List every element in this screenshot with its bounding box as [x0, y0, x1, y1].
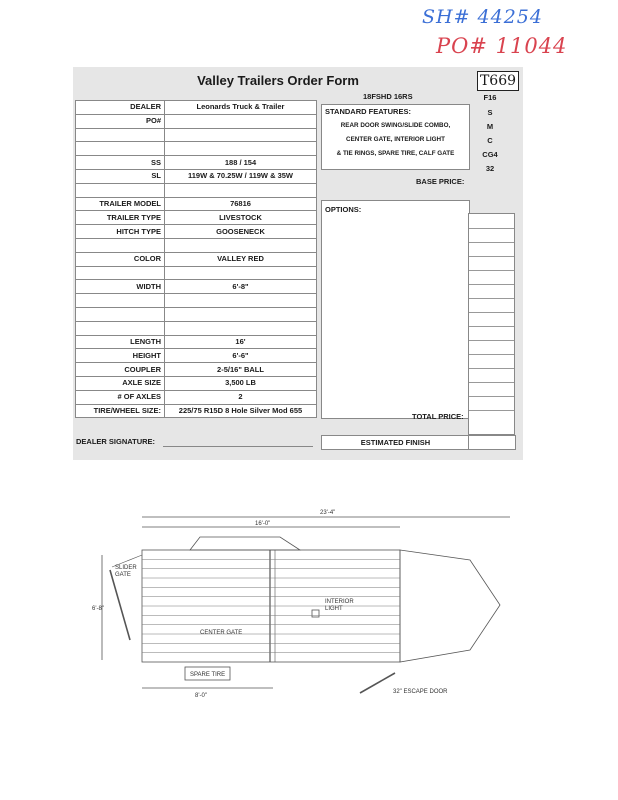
- slider-gate-label: SLIDER: [115, 565, 137, 571]
- standard-features-box: [321, 104, 470, 170]
- row-label: [76, 321, 165, 335]
- row-label: HEIGHT: [76, 349, 165, 363]
- order-row: [76, 142, 317, 156]
- interior-light-label: LIGHT: [325, 606, 343, 612]
- center-gate-label: CENTER GATE: [200, 630, 243, 636]
- row-value: [165, 266, 317, 280]
- order-row: [76, 101, 317, 115]
- row-label: # OF AXLES: [76, 390, 165, 404]
- order-row: [76, 128, 317, 142]
- row-value: 76816: [165, 197, 317, 211]
- feature-code: C: [487, 136, 493, 145]
- row-label: LENGTH: [76, 335, 165, 349]
- row-label: [76, 294, 165, 308]
- height-label: 6'-8": [92, 606, 104, 612]
- interior-light-label: INTERIOR: [325, 599, 354, 605]
- dealer-signature-label: DEALER SIGNATURE:: [76, 437, 156, 446]
- row-value: [165, 183, 317, 197]
- order-row: [76, 376, 317, 390]
- row-label: [76, 128, 165, 142]
- total-price-label: TOTAL PRICE:: [412, 412, 464, 421]
- feature-code: S: [487, 108, 493, 117]
- overall-length-label: 23'-4": [320, 510, 336, 516]
- handwritten-po-number: PO# 11044: [436, 34, 568, 58]
- row-value: [165, 294, 317, 308]
- form-code-box: T669: [477, 71, 519, 91]
- rear-length-label: 8'-0": [195, 693, 207, 699]
- slider-gate-label: GATE: [115, 572, 131, 578]
- row-label: COUPLER: [76, 363, 165, 377]
- row-value: [165, 238, 317, 252]
- row-value: 6'-6": [165, 349, 317, 363]
- estimated-finish-box: [321, 435, 470, 450]
- row-label: [76, 307, 165, 321]
- order-row: [76, 307, 317, 321]
- order-row: [76, 280, 317, 294]
- row-label: AXLE SIZE: [76, 376, 165, 390]
- order-row: [76, 335, 317, 349]
- options-box: [321, 200, 470, 419]
- standard-features-heading: STANDARD FEATURES:: [325, 107, 411, 116]
- row-label: TIRE/WHEEL SIZE:: [76, 404, 165, 418]
- order-row: [76, 169, 317, 183]
- gooseneck-nose: [400, 550, 500, 662]
- option-price-column: [468, 213, 515, 435]
- order-row: [76, 197, 317, 211]
- row-value: GOOSENECK: [165, 225, 317, 239]
- feature-line: REAR DOOR SWING/SLIDE COMBO,: [340, 122, 451, 129]
- handwritten-shipment-number: SH# 44254: [422, 6, 543, 28]
- box-length-label: 16'-0": [255, 521, 271, 527]
- order-row: [76, 321, 317, 335]
- feature-code: F16: [483, 93, 497, 102]
- form-title: Valley Trailers Order Form: [197, 73, 359, 88]
- row-label: TRAILER TYPE: [76, 211, 165, 225]
- order-row: [76, 390, 317, 404]
- order-row: [76, 211, 317, 225]
- row-label: COLOR: [76, 252, 165, 266]
- order-row: [76, 114, 317, 128]
- feature-line: & TIE RINGS, SPARE TIRE, CALF GATE: [336, 150, 455, 157]
- row-value: [165, 307, 317, 321]
- spare-tire-label: SPARE TIRE: [190, 672, 226, 678]
- trailer-floorplan-drawing: [90, 505, 520, 705]
- row-label: [76, 238, 165, 252]
- row-label: [76, 142, 165, 156]
- row-value: [165, 142, 317, 156]
- row-value: 2: [165, 390, 317, 404]
- row-value: 119W & 70.25W / 119W & 35W: [165, 169, 317, 183]
- order-row: [76, 156, 317, 170]
- row-label: HITCH TYPE: [76, 225, 165, 239]
- order-row: [76, 363, 317, 377]
- order-row: [76, 294, 317, 308]
- row-value: [165, 114, 317, 128]
- row-value: 6'-8": [165, 280, 317, 294]
- row-value: VALLEY RED: [165, 252, 317, 266]
- row-value: 3,500 LB: [165, 376, 317, 390]
- row-label: WIDTH: [76, 280, 165, 294]
- row-label: TRAILER MODEL: [76, 197, 165, 211]
- order-row: [76, 252, 317, 266]
- escape-door-line: [360, 673, 395, 693]
- order-row: [76, 266, 317, 280]
- slider-gate-line: [110, 570, 130, 640]
- row-label: PO#: [76, 114, 165, 128]
- row-value: 188 / 154: [165, 156, 317, 170]
- gooseneck-upper: [190, 537, 300, 550]
- row-value: 16': [165, 335, 317, 349]
- row-value: 2-5/16" BALL: [165, 363, 317, 377]
- feature-code: M: [486, 122, 494, 131]
- options-heading: OPTIONS:: [325, 205, 362, 214]
- row-label: [76, 183, 165, 197]
- order-details-table: [75, 100, 317, 418]
- order-row: [76, 404, 317, 418]
- order-form: [73, 67, 523, 460]
- order-row: [76, 225, 317, 239]
- row-value: LIVESTOCK: [165, 211, 317, 225]
- interior-light-icon: [312, 610, 319, 617]
- row-label: SS: [76, 156, 165, 170]
- feature-code: CG4: [482, 150, 498, 159]
- row-value: [165, 321, 317, 335]
- feature-code: 32: [485, 164, 495, 173]
- dealer-signature-line: [163, 446, 313, 447]
- row-value: Leonards Truck & Trailer: [165, 101, 317, 115]
- order-row: [76, 183, 317, 197]
- order-row: [76, 349, 317, 363]
- model-line: 18FSHD 16RS: [363, 92, 413, 101]
- row-value: [165, 128, 317, 142]
- estimated-finish-label: ESTIMATED FINISH: [360, 438, 431, 447]
- estimated-finish-value: [468, 435, 516, 450]
- feature-line: CENTER GATE, INTERIOR LIGHT: [346, 136, 445, 143]
- escape-door-label: 32" ESCAPE DOOR: [393, 689, 448, 695]
- row-label: SL: [76, 169, 165, 183]
- row-value: 225/75 R15D 8 Hole Silver Mod 655: [165, 404, 317, 418]
- row-label: [76, 266, 165, 280]
- order-row: [76, 238, 317, 252]
- base-price-label: BASE PRICE:: [416, 177, 465, 186]
- row-label: DEALER: [76, 101, 165, 115]
